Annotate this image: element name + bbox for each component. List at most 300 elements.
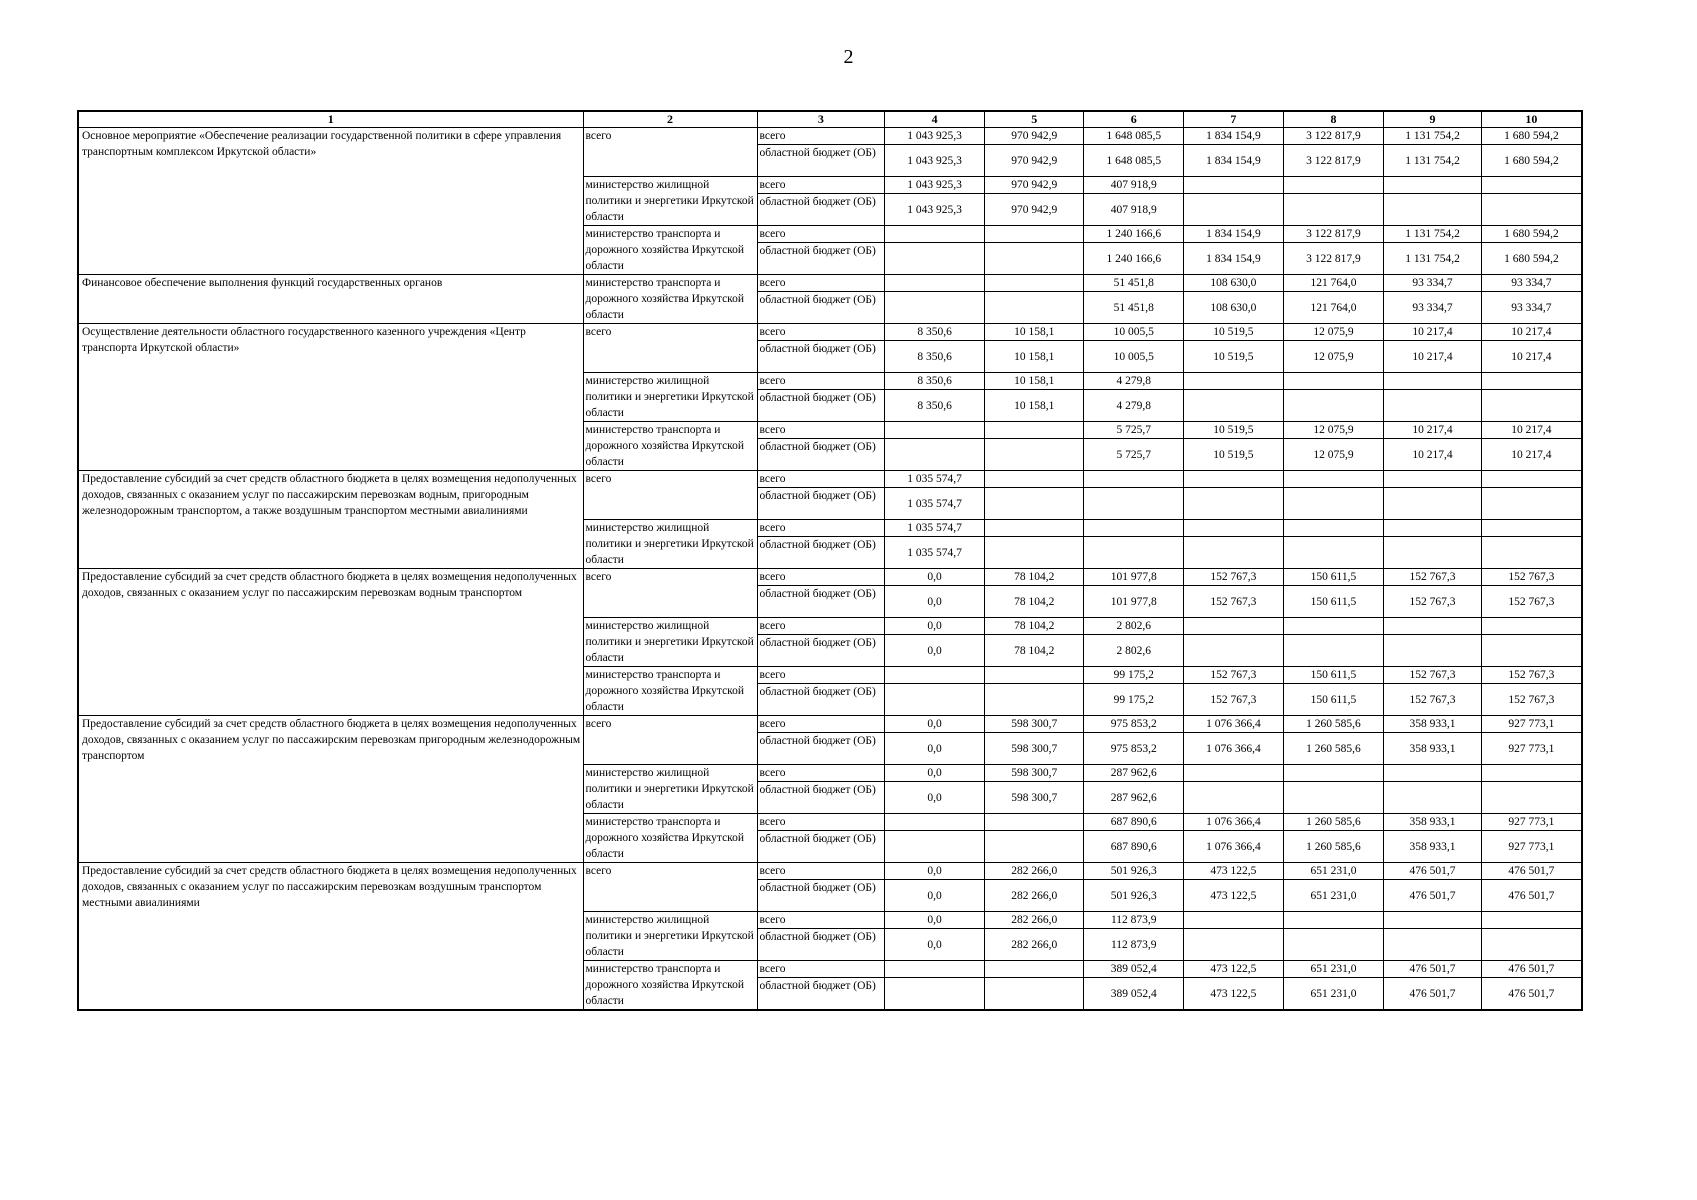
amount-cell: 152 767,3	[1184, 586, 1284, 618]
amount-cell: 473 122,5	[1184, 978, 1284, 1010]
amount-cell: 152 767,3	[1481, 667, 1582, 684]
amount-cell: 358 933,1	[1384, 814, 1482, 831]
funding-source-cell: областной бюджет (ОБ)	[757, 635, 885, 667]
amount-cell: 10 005,5	[1084, 324, 1184, 341]
funding-source-cell: всего	[757, 373, 885, 390]
amount-cell	[885, 275, 985, 292]
executor-cell: министерство транспорта и дорожного хозяйства Иркутской области	[583, 226, 757, 275]
funding-source-cell: областной бюджет (ОБ)	[757, 929, 885, 961]
amount-cell: 10 217,4	[1384, 422, 1482, 439]
amount-cell: 4 279,8	[1084, 390, 1184, 422]
amount-cell: 476 501,7	[1481, 961, 1582, 978]
amount-cell	[1184, 912, 1284, 929]
amount-cell	[1384, 177, 1482, 194]
column-header: 4	[885, 111, 985, 128]
amount-cell: 12 075,9	[1283, 422, 1384, 439]
amount-cell: 2 802,6	[1084, 618, 1184, 635]
amount-cell	[1283, 390, 1384, 422]
column-header: 8	[1283, 111, 1384, 128]
amount-cell: 1 260 585,6	[1283, 733, 1384, 765]
amount-cell	[1384, 929, 1482, 961]
amount-cell	[984, 471, 1084, 488]
column-header: 10	[1481, 111, 1582, 128]
amount-cell: 3 122 817,9	[1283, 145, 1384, 177]
amount-cell	[984, 978, 1084, 1010]
amount-cell: 10 158,1	[984, 341, 1084, 373]
amount-cell: 970 942,9	[984, 177, 1084, 194]
amount-cell	[984, 292, 1084, 324]
amount-cell	[984, 684, 1084, 716]
amount-cell: 8 350,6	[885, 390, 985, 422]
funding-source-cell: всего	[757, 471, 885, 488]
amount-cell: 0,0	[885, 733, 985, 765]
executor-cell: всего	[583, 471, 757, 520]
amount-cell: 1 043 925,3	[885, 194, 985, 226]
executor-cell: министерство транспорта и дорожного хозяйства Иркутской области	[583, 422, 757, 471]
amount-cell	[984, 422, 1084, 439]
amount-cell	[1384, 194, 1482, 226]
amount-cell: 10 217,4	[1481, 422, 1582, 439]
table-row	[78, 324, 1582, 341]
amount-cell	[1384, 373, 1482, 390]
amount-cell: 687 890,6	[1084, 831, 1184, 863]
amount-cell	[1384, 471, 1482, 488]
activity-description: Осуществление деятельности областного государственного казенного учреждения «Центр транспорта Иркутской области»	[78, 324, 583, 471]
amount-cell: 358 933,1	[1384, 831, 1482, 863]
amount-cell: 389 052,4	[1084, 961, 1184, 978]
amount-cell	[1384, 635, 1482, 667]
amount-cell: 1 648 085,5	[1084, 145, 1184, 177]
amount-cell: 10 158,1	[984, 324, 1084, 341]
funding-source-cell: всего	[757, 863, 885, 880]
amount-cell	[1184, 618, 1284, 635]
amount-cell	[885, 243, 985, 275]
amount-cell	[1283, 765, 1384, 782]
amount-cell	[885, 814, 985, 831]
amount-cell: 0,0	[885, 635, 985, 667]
amount-cell	[1184, 635, 1284, 667]
funding-source-cell: областной бюджет (ОБ)	[757, 243, 885, 275]
amount-cell: 473 122,5	[1184, 863, 1284, 880]
amount-cell: 287 962,6	[1084, 765, 1184, 782]
amount-cell	[1184, 471, 1284, 488]
table-body	[78, 111, 1582, 1010]
amount-cell: 51 451,8	[1084, 275, 1184, 292]
amount-cell: 598 300,7	[984, 716, 1084, 733]
amount-cell: 1 680 594,2	[1481, 128, 1582, 145]
amount-cell	[1283, 471, 1384, 488]
funding-source-cell: всего	[757, 618, 885, 635]
amount-cell: 476 501,7	[1481, 978, 1582, 1010]
executor-cell: всего	[583, 716, 757, 765]
amount-cell: 358 933,1	[1384, 716, 1482, 733]
amount-cell	[1384, 618, 1482, 635]
executor-cell: министерство транспорта и дорожного хозяйства Иркутской области	[583, 814, 757, 863]
amount-cell: 150 611,5	[1283, 569, 1384, 586]
funding-source-cell: областной бюджет (ОБ)	[757, 194, 885, 226]
amount-cell: 1 834 154,9	[1184, 128, 1284, 145]
funding-source-cell: областной бюджет (ОБ)	[757, 586, 885, 618]
amount-cell: 10 519,5	[1184, 439, 1284, 471]
funding-source-cell: всего	[757, 128, 885, 145]
amount-cell	[1283, 929, 1384, 961]
amount-cell: 927 773,1	[1481, 814, 1582, 831]
funding-source-cell: всего	[757, 520, 885, 537]
amount-cell: 10 217,4	[1481, 341, 1582, 373]
amount-cell: 99 175,2	[1084, 684, 1184, 716]
executor-cell: министерство жилищной политики и энергетики Иркутской области	[583, 520, 757, 569]
amount-cell: 112 873,9	[1084, 912, 1184, 929]
funding-source-cell: всего	[757, 716, 885, 733]
funding-source-cell: областной бюджет (ОБ)	[757, 390, 885, 422]
amount-cell	[885, 961, 985, 978]
amount-cell	[1283, 194, 1384, 226]
amount-cell: 0,0	[885, 765, 985, 782]
amount-cell: 0,0	[885, 912, 985, 929]
amount-cell: 687 890,6	[1084, 814, 1184, 831]
amount-cell	[1283, 912, 1384, 929]
amount-cell: 4 279,8	[1084, 373, 1184, 390]
funding-source-cell: областной бюджет (ОБ)	[757, 292, 885, 324]
amount-cell: 0,0	[885, 716, 985, 733]
executor-cell: всего	[583, 128, 757, 177]
amount-cell	[1184, 520, 1284, 537]
amount-cell: 0,0	[885, 586, 985, 618]
amount-cell	[1283, 537, 1384, 569]
amount-cell: 108 630,0	[1184, 275, 1284, 292]
amount-cell	[1481, 194, 1582, 226]
funding-source-cell: областной бюджет (ОБ)	[757, 439, 885, 471]
amount-cell	[1481, 488, 1582, 520]
amount-cell: 1 260 585,6	[1283, 831, 1384, 863]
amount-cell: 975 853,2	[1084, 716, 1184, 733]
amount-cell: 598 300,7	[984, 782, 1084, 814]
amount-cell: 975 853,2	[1084, 733, 1184, 765]
amount-cell: 1 680 594,2	[1481, 226, 1582, 243]
executor-cell: министерство жилищной политики и энергетики Иркутской области	[583, 618, 757, 667]
amount-cell: 78 104,2	[984, 618, 1084, 635]
amount-cell: 152 767,3	[1384, 586, 1482, 618]
amount-cell	[1184, 177, 1284, 194]
amount-cell: 476 501,7	[1384, 961, 1482, 978]
amount-cell: 476 501,7	[1384, 863, 1482, 880]
amount-cell	[1481, 765, 1582, 782]
amount-cell	[984, 520, 1084, 537]
amount-cell: 10 005,5	[1084, 341, 1184, 373]
amount-cell: 1 035 574,7	[885, 537, 985, 569]
column-header: 6	[1084, 111, 1184, 128]
amount-cell	[984, 831, 1084, 863]
amount-cell	[1384, 488, 1482, 520]
amount-cell: 8 350,6	[885, 341, 985, 373]
amount-cell	[1481, 390, 1582, 422]
amount-cell	[1384, 765, 1482, 782]
amount-cell: 152 767,3	[1481, 586, 1582, 618]
amount-cell	[885, 422, 985, 439]
amount-cell: 152 767,3	[1384, 667, 1482, 684]
funding-source-cell: всего	[757, 422, 885, 439]
executor-cell: всего	[583, 863, 757, 912]
amount-cell	[984, 439, 1084, 471]
amount-cell	[1481, 373, 1582, 390]
funding-source-cell: всего	[757, 177, 885, 194]
page-number: 2	[843, 46, 854, 68]
amount-cell: 476 501,7	[1481, 880, 1582, 912]
amount-cell	[1283, 177, 1384, 194]
amount-cell: 152 767,3	[1481, 569, 1582, 586]
amount-cell: 1 834 154,9	[1184, 145, 1284, 177]
funding-source-cell: всего	[757, 961, 885, 978]
funding-source-cell: областной бюджет (ОБ)	[757, 537, 885, 569]
amount-cell: 0,0	[885, 569, 985, 586]
activity-description: Предоставление субсидий за счет средств областного бюджета в целях возмещения недополученных доходов, связанных с оказанием услуг по пассажирским перевозкам пригородным железнодорожным транспортом	[78, 716, 583, 863]
amount-cell	[984, 243, 1084, 275]
funding-source-cell: областной бюджет (ОБ)	[757, 488, 885, 520]
amount-cell: 287 962,6	[1084, 782, 1184, 814]
executor-cell: министерство жилищной политики и энергетики Иркутской области	[583, 912, 757, 961]
amount-cell: 93 334,7	[1481, 275, 1582, 292]
amount-cell: 1 076 366,4	[1184, 831, 1284, 863]
amount-cell: 152 767,3	[1384, 569, 1482, 586]
table-row	[78, 128, 1582, 145]
amount-cell	[1481, 782, 1582, 814]
amount-cell: 152 767,3	[1481, 684, 1582, 716]
amount-cell: 651 231,0	[1283, 961, 1384, 978]
activity-description: Предоставление субсидий за счет средств областного бюджета в целях возмещения недополученных доходов, связанных с оказанием услуг по пассажирским перевозкам водным транспортом	[78, 569, 583, 716]
table-row	[78, 716, 1582, 733]
amount-cell: 8 350,6	[885, 324, 985, 341]
amount-cell: 0,0	[885, 863, 985, 880]
amount-cell: 3 122 817,9	[1283, 243, 1384, 275]
column-header: 3	[757, 111, 885, 128]
amount-cell: 389 052,4	[1084, 978, 1184, 1010]
amount-cell	[885, 684, 985, 716]
amount-cell	[1481, 618, 1582, 635]
column-header: 5	[984, 111, 1084, 128]
amount-cell	[984, 275, 1084, 292]
amount-cell: 8 350,6	[885, 373, 985, 390]
amount-cell: 1 043 925,3	[885, 128, 985, 145]
activity-description: Предоставление субсидий за счет средств областного бюджета в целях возмещения недополученных доходов, связанных с оказанием услуг по пассажирским перевозкам воздушным транспортом местными авиалиниями	[78, 863, 583, 1011]
amount-cell	[1184, 765, 1284, 782]
amount-cell: 152 767,3	[1184, 667, 1284, 684]
amount-cell: 10 519,5	[1184, 341, 1284, 373]
amount-cell: 10 519,5	[1184, 324, 1284, 341]
column-header: 1	[78, 111, 583, 128]
amount-cell	[1283, 488, 1384, 520]
executor-cell: всего	[583, 569, 757, 618]
amount-cell: 10 217,4	[1481, 324, 1582, 341]
amount-cell	[1184, 929, 1284, 961]
amount-cell: 152 767,3	[1184, 569, 1284, 586]
amount-cell: 108 630,0	[1184, 292, 1284, 324]
amount-cell	[1481, 537, 1582, 569]
amount-cell: 12 075,9	[1283, 439, 1384, 471]
funding-source-cell: всего	[757, 324, 885, 341]
amount-cell: 93 334,7	[1384, 292, 1482, 324]
amount-cell: 0,0	[885, 782, 985, 814]
amount-cell: 970 942,9	[984, 128, 1084, 145]
executor-cell: министерство жилищной политики и энергетики Иркутской области	[583, 373, 757, 422]
amount-cell: 651 231,0	[1283, 880, 1384, 912]
amount-cell: 1 260 585,6	[1283, 814, 1384, 831]
amount-cell: 476 501,7	[1384, 880, 1482, 912]
amount-cell: 1 834 154,9	[1184, 243, 1284, 275]
funding-source-cell: областной бюджет (ОБ)	[757, 684, 885, 716]
amount-cell	[984, 226, 1084, 243]
amount-cell: 10 158,1	[984, 390, 1084, 422]
funding-source-cell: областной бюджет (ОБ)	[757, 341, 885, 373]
funding-source-cell: областной бюджет (ОБ)	[757, 145, 885, 177]
amount-cell: 1 131 754,2	[1384, 226, 1482, 243]
amount-cell: 927 773,1	[1481, 831, 1582, 863]
amount-cell	[984, 537, 1084, 569]
amount-cell: 282 266,0	[984, 912, 1084, 929]
amount-cell: 121 764,0	[1283, 292, 1384, 324]
executor-cell: министерство транспорта и дорожного хозяйства Иркутской области	[583, 275, 757, 324]
table-row	[78, 569, 1582, 586]
amount-cell: 152 767,3	[1384, 684, 1482, 716]
amount-cell: 473 122,5	[1184, 880, 1284, 912]
amount-cell: 121 764,0	[1283, 275, 1384, 292]
funding-source-cell: всего	[757, 667, 885, 684]
amount-cell: 476 501,7	[1384, 978, 1482, 1010]
amount-cell	[1384, 912, 1482, 929]
amount-cell	[984, 961, 1084, 978]
amount-cell	[1084, 520, 1184, 537]
executor-cell: всего	[583, 324, 757, 373]
amount-cell: 282 266,0	[984, 863, 1084, 880]
amount-cell: 282 266,0	[984, 929, 1084, 961]
funding-source-cell: всего	[757, 912, 885, 929]
column-header: 2	[583, 111, 757, 128]
amount-cell	[1481, 912, 1582, 929]
amount-cell: 1 035 574,7	[885, 471, 985, 488]
amount-cell: 407 918,9	[1084, 177, 1184, 194]
amount-cell: 10 158,1	[984, 373, 1084, 390]
table-header-row	[78, 111, 1582, 128]
amount-cell	[1084, 471, 1184, 488]
amount-cell: 3 122 817,9	[1283, 226, 1384, 243]
amount-cell: 651 231,0	[1283, 863, 1384, 880]
amount-cell	[1184, 390, 1284, 422]
amount-cell: 407 918,9	[1084, 194, 1184, 226]
amount-cell: 93 334,7	[1481, 292, 1582, 324]
column-header: 9	[1384, 111, 1482, 128]
amount-cell: 501 926,3	[1084, 880, 1184, 912]
amount-cell: 970 942,9	[984, 145, 1084, 177]
executor-cell: министерство транспорта и дорожного хозяйства Иркутской области	[583, 961, 757, 1011]
amount-cell: 10 217,4	[1384, 341, 1482, 373]
amount-cell: 1 680 594,2	[1481, 243, 1582, 275]
amount-cell: 1 260 585,6	[1283, 716, 1384, 733]
amount-cell: 2 802,6	[1084, 635, 1184, 667]
amount-cell	[1184, 373, 1284, 390]
amount-cell	[1481, 177, 1582, 194]
amount-cell: 358 933,1	[1384, 733, 1482, 765]
budget-table	[77, 110, 1583, 1011]
amount-cell: 150 611,5	[1283, 667, 1384, 684]
amount-cell: 5 725,7	[1084, 422, 1184, 439]
amount-cell: 1 076 366,4	[1184, 733, 1284, 765]
amount-cell: 1 076 366,4	[1184, 814, 1284, 831]
amount-cell: 1 043 925,3	[885, 177, 985, 194]
table-row	[78, 275, 1582, 292]
amount-cell: 93 334,7	[1384, 275, 1482, 292]
table-row	[78, 863, 1582, 880]
table-row	[78, 471, 1582, 488]
amount-cell: 5 725,7	[1084, 439, 1184, 471]
amount-cell: 1 076 366,4	[1184, 716, 1284, 733]
amount-cell: 651 231,0	[1283, 978, 1384, 1010]
amount-cell: 150 611,5	[1283, 684, 1384, 716]
funding-source-cell: областной бюджет (ОБ)	[757, 782, 885, 814]
amount-cell: 501 926,3	[1084, 863, 1184, 880]
amount-cell	[1283, 618, 1384, 635]
amount-cell: 78 104,2	[984, 569, 1084, 586]
amount-cell: 152 767,3	[1184, 684, 1284, 716]
amount-cell	[984, 488, 1084, 520]
funding-source-cell: всего	[757, 275, 885, 292]
amount-cell	[1283, 635, 1384, 667]
amount-cell: 1 035 574,7	[885, 520, 985, 537]
amount-cell	[1283, 520, 1384, 537]
amount-cell: 10 217,4	[1481, 439, 1582, 471]
amount-cell	[984, 667, 1084, 684]
amount-cell: 10 217,4	[1384, 324, 1482, 341]
amount-cell	[1184, 194, 1284, 226]
funding-source-cell: всего	[757, 569, 885, 586]
amount-cell: 1 131 754,2	[1384, 128, 1482, 145]
amount-cell: 1 131 754,2	[1384, 145, 1482, 177]
amount-cell: 1 648 085,5	[1084, 128, 1184, 145]
amount-cell	[984, 814, 1084, 831]
activity-description: Финансовое обеспечение выполнения функций государственных органов	[78, 275, 583, 324]
amount-cell	[1184, 782, 1284, 814]
amount-cell: 927 773,1	[1481, 733, 1582, 765]
amount-cell	[1384, 390, 1482, 422]
amount-cell: 12 075,9	[1283, 341, 1384, 373]
amount-cell: 1 035 574,7	[885, 488, 985, 520]
activity-description: Основное мероприятие «Обеспечение реализации государственной политики в сфере управления транспортным комплексом Иркутской области»	[78, 128, 583, 275]
amount-cell	[885, 667, 985, 684]
funding-source-cell: всего	[757, 765, 885, 782]
amount-cell: 0,0	[885, 618, 985, 635]
amount-cell	[885, 978, 985, 1010]
funding-source-cell: всего	[757, 814, 885, 831]
amount-cell	[885, 226, 985, 243]
amount-cell: 10 217,4	[1384, 439, 1482, 471]
amount-cell	[1184, 488, 1284, 520]
amount-cell: 282 266,0	[984, 880, 1084, 912]
amount-cell: 101 977,8	[1084, 586, 1184, 618]
amount-cell	[1283, 782, 1384, 814]
amount-cell	[1481, 929, 1582, 961]
activity-description: Предоставление субсидий за счет средств областного бюджета в целях возмещения недополученных доходов, связанных с оказанием услуг по пассажирским перевозкам водным, пригородным железнодорожным транспортом, а также воздушным транспортом местными авиалиниями	[78, 471, 583, 569]
amount-cell: 476 501,7	[1481, 863, 1582, 880]
amount-cell: 3 122 817,9	[1283, 128, 1384, 145]
amount-cell: 99 175,2	[1084, 667, 1184, 684]
amount-cell	[885, 292, 985, 324]
amount-cell	[1384, 782, 1482, 814]
column-header: 7	[1184, 111, 1284, 128]
amount-cell	[1283, 373, 1384, 390]
amount-cell: 112 873,9	[1084, 929, 1184, 961]
funding-source-cell: областной бюджет (ОБ)	[757, 978, 885, 1010]
amount-cell: 1 240 166,6	[1084, 226, 1184, 243]
amount-cell	[1084, 537, 1184, 569]
amount-cell	[885, 439, 985, 471]
